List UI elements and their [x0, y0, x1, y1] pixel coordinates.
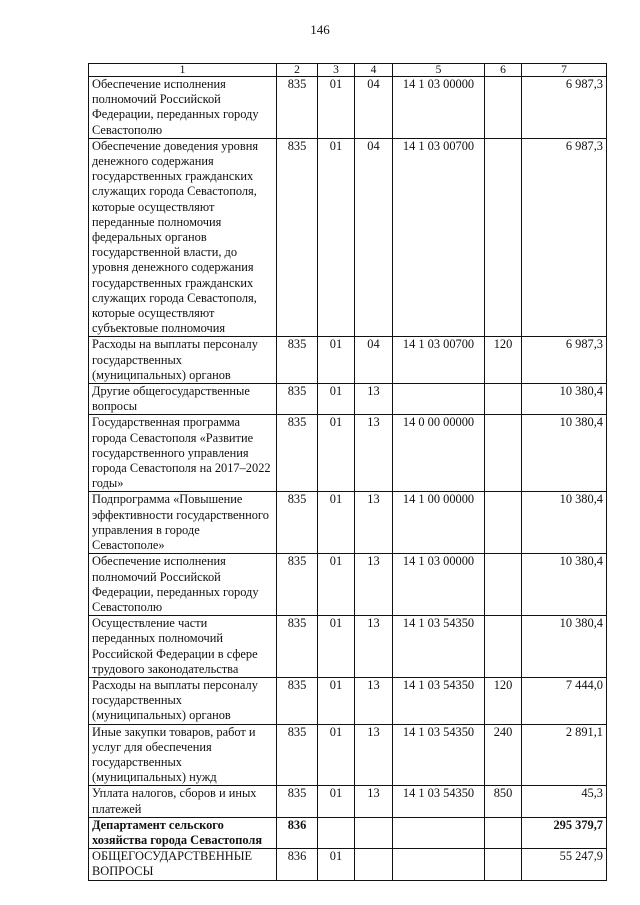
subsection-code-cell: 13	[355, 616, 393, 678]
page-number: 146	[310, 22, 330, 37]
expense-type-cell	[485, 77, 522, 139]
expense-type-cell: 120	[485, 337, 522, 384]
subsection-code-cell: 13	[355, 554, 393, 616]
amount-cell: 45,3	[522, 786, 607, 817]
section-code-cell: 01	[318, 77, 355, 139]
target-article-cell: 14 1 03 54350	[393, 724, 485, 786]
item-name-cell: ОБЩЕГОСУДАРСТВЕННЫЕ ВОПРОСЫ	[89, 849, 277, 880]
section-code-cell: 01	[318, 138, 355, 337]
subsection-code-cell: 13	[355, 384, 393, 415]
amount-cell: 7 444,0	[522, 677, 607, 724]
subsection-code-cell: 04	[355, 337, 393, 384]
table-row	[89, 724, 607, 786]
section-code-cell: 01	[318, 677, 355, 724]
expense-type-cell	[485, 492, 522, 554]
column-header: 6	[485, 64, 522, 77]
ministry-code-cell: 835	[277, 337, 318, 384]
table-row	[89, 384, 607, 415]
item-name-cell: Подпрограмма «Повышение эффективности государственного управления в городе Севастополе»	[89, 492, 277, 554]
item-name-cell: Расходы на выплаты персоналу государственных (муниципальных) органов	[89, 677, 277, 724]
ministry-code-cell: 835	[277, 554, 318, 616]
expense-type-cell	[485, 384, 522, 415]
amount-cell: 55 247,9	[522, 849, 607, 880]
ministry-code-cell: 835	[277, 677, 318, 724]
amount-cell: 2 891,1	[522, 724, 607, 786]
item-name-cell: Обеспечение доведения уровня денежного содержания государственных гражданских служащих города Севастополя, которые осуществляют переданные полномочия федеральных органов государственной власти, до уровня денежного содержания государственных гражданских служащих города Севастополя, которые осуществляют субъектовые полномочия	[89, 138, 277, 337]
expense-type-cell: 850	[485, 786, 522, 817]
table-row	[89, 554, 607, 616]
section-code-cell: 01	[318, 384, 355, 415]
section-code-cell: 01	[318, 786, 355, 817]
item-name-cell: Обеспечение исполнения полномочий Российской Федерации, переданных городу Севастополю	[89, 77, 277, 139]
table-row	[89, 415, 607, 492]
subsection-code-cell: 13	[355, 415, 393, 492]
expense-type-cell	[485, 616, 522, 678]
table-row	[89, 786, 607, 817]
amount-cell: 6 987,3	[522, 337, 607, 384]
ministry-code-cell: 835	[277, 786, 318, 817]
column-header: 2	[277, 64, 318, 77]
target-article-cell: 14 1 03 00000	[393, 77, 485, 139]
target-article-cell: 14 0 00 00000	[393, 415, 485, 492]
target-article-cell: 14 1 03 00000	[393, 554, 485, 616]
table-row	[89, 138, 607, 337]
subsection-code-cell: 13	[355, 786, 393, 817]
table-row	[89, 492, 607, 554]
ministry-code-cell: 835	[277, 138, 318, 337]
budget-table	[88, 63, 607, 881]
section-code-cell: 01	[318, 616, 355, 678]
subsection-code-cell: 13	[355, 492, 393, 554]
ministry-code-cell: 836	[277, 817, 318, 848]
target-article-cell: 14 1 03 00700	[393, 337, 485, 384]
item-name-cell: Государственная программа города Севастополя «Развитие государственного управления города Севастополя на 2017–2022 годы»	[89, 415, 277, 492]
amount-cell: 10 380,4	[522, 384, 607, 415]
item-name-cell: Осуществление части переданных полномочий Российской Федерации в сфере трудового законодательства	[89, 616, 277, 678]
subsection-code-cell: 04	[355, 138, 393, 337]
amount-cell: 10 380,4	[522, 616, 607, 678]
item-name-cell: Другие общегосударственные вопросы	[89, 384, 277, 415]
expense-type-cell: 120	[485, 677, 522, 724]
section-code-cell: 01	[318, 554, 355, 616]
subsection-code-cell: 04	[355, 77, 393, 139]
table-body	[89, 77, 607, 881]
expense-type-cell	[485, 415, 522, 492]
item-name-cell: Департамент сельского хозяйства города Севастополя	[89, 817, 277, 848]
target-article-cell: 14 1 03 54350	[393, 616, 485, 678]
target-article-cell: 14 1 03 00700	[393, 138, 485, 337]
target-article-cell	[393, 849, 485, 880]
table-row	[89, 77, 607, 139]
subsection-code-cell	[355, 849, 393, 880]
expense-type-cell	[485, 817, 522, 848]
column-header: 1	[89, 64, 277, 77]
section-code-cell: 01	[318, 724, 355, 786]
item-name-cell: Иные закупки товаров, работ и услуг для обеспечения государственных (муниципальных) нужд	[89, 724, 277, 786]
column-header: 3	[318, 64, 355, 77]
item-name-cell: Уплата налогов, сборов и иных платежей	[89, 786, 277, 817]
table-row	[89, 677, 607, 724]
section-code-cell: 01	[318, 337, 355, 384]
table-row	[89, 337, 607, 384]
expense-type-cell	[485, 849, 522, 880]
table-header	[89, 64, 607, 77]
amount-cell: 295 379,7	[522, 817, 607, 848]
expense-type-cell	[485, 554, 522, 616]
item-name-cell: Обеспечение исполнения полномочий Российской Федерации, переданных городу Севастополю	[89, 554, 277, 616]
target-article-cell	[393, 384, 485, 415]
amount-cell: 6 987,3	[522, 138, 607, 337]
section-code-cell: 01	[318, 849, 355, 880]
amount-cell: 10 380,4	[522, 554, 607, 616]
header-row	[89, 64, 607, 77]
subsection-code-cell: 13	[355, 724, 393, 786]
expense-type-cell: 240	[485, 724, 522, 786]
section-code-cell: 01	[318, 492, 355, 554]
ministry-code-cell: 835	[277, 77, 318, 139]
ministry-code-cell: 835	[277, 724, 318, 786]
amount-cell: 6 987,3	[522, 77, 607, 139]
target-article-cell: 14 1 03 54350	[393, 786, 485, 817]
target-article-cell: 14 1 03 54350	[393, 677, 485, 724]
column-header: 7	[522, 64, 607, 77]
subsection-code-cell	[355, 817, 393, 848]
column-header: 5	[393, 64, 485, 77]
table-row	[89, 849, 607, 880]
ministry-code-cell: 836	[277, 849, 318, 880]
ministry-code-cell: 835	[277, 616, 318, 678]
target-article-cell	[393, 817, 485, 848]
amount-cell: 10 380,4	[522, 492, 607, 554]
ministry-code-cell: 835	[277, 384, 318, 415]
subsection-code-cell: 13	[355, 677, 393, 724]
column-header: 4	[355, 64, 393, 77]
item-name-cell: Расходы на выплаты персоналу государственных (муниципальных) органов	[89, 337, 277, 384]
target-article-cell: 14 1 00 00000	[393, 492, 485, 554]
expense-type-cell	[485, 138, 522, 337]
amount-cell: 10 380,4	[522, 415, 607, 492]
section-code-cell	[318, 817, 355, 848]
table-row	[89, 616, 607, 678]
ministry-code-cell: 835	[277, 415, 318, 492]
ministry-code-cell: 835	[277, 492, 318, 554]
section-code-cell: 01	[318, 415, 355, 492]
table-row	[89, 817, 607, 848]
